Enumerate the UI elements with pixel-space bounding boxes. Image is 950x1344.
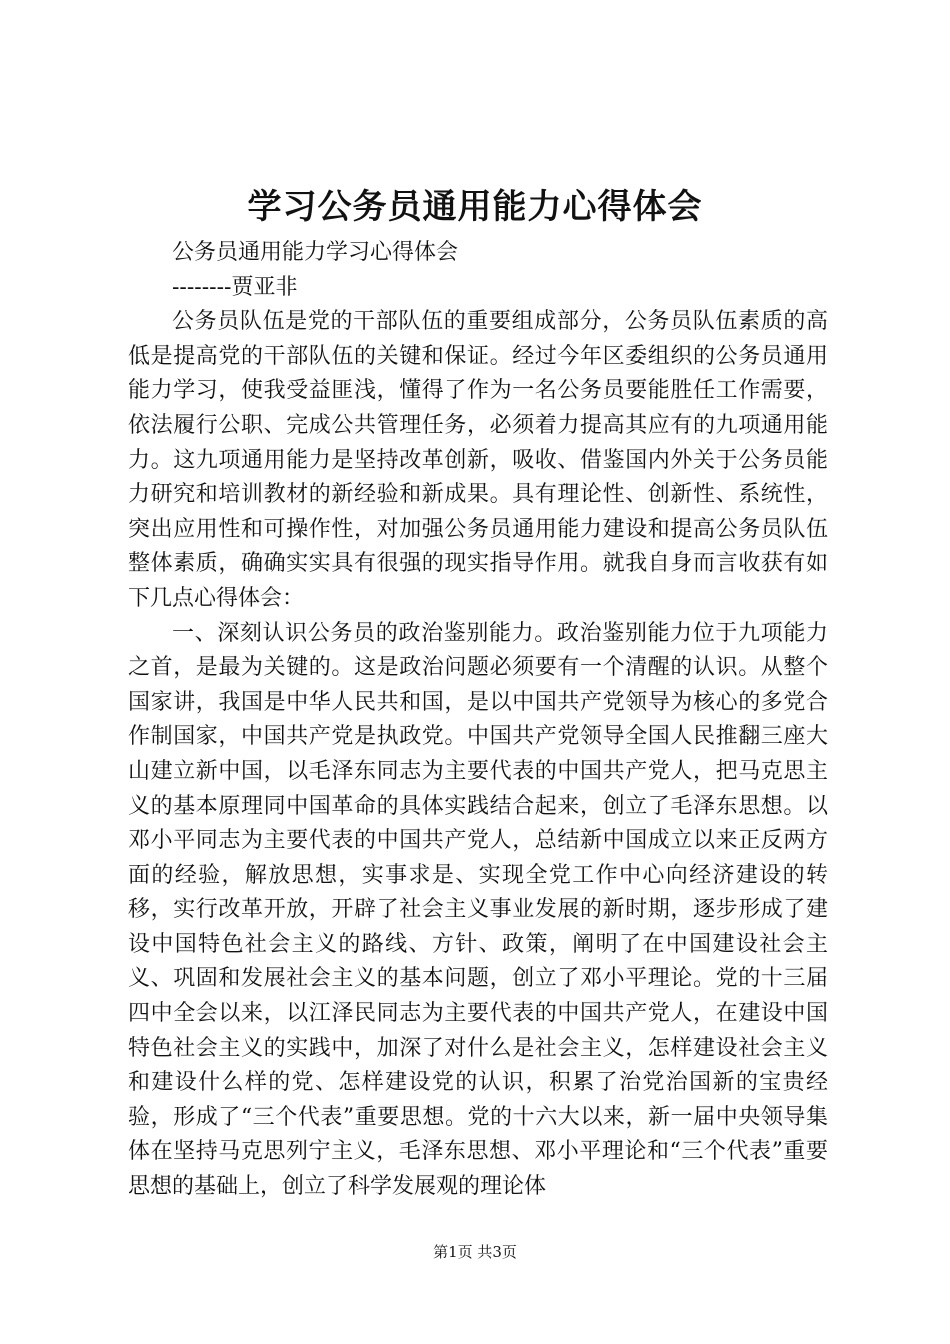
author-line: --------贾亚非 [172, 274, 298, 300]
paragraph-section-one: 一、深刻认识公务员的政治鉴别能力。政治鉴别能力位于九项能力之首，是最为关键的。这是政治问题必须要有一个清醒的认识。从整个国家讲，我国是中华人民共和国，是以中国共产党领导为核心的多党合作制国家，中国共产党是执政党。中国共产党领导全国人民推翻三座大山建立新中国，以毛泽东同志为主要代表的中国共产党人，把马克思主义的基本原理同中国革命的具体实践结合起来，创立了毛泽东思想。以邓小平同志为主要代表的中国共产党人，总结新中国成立以来正反两方面的经验，解放思想，实事求是、实现全党工作中心向经济建设的转移，实行改革开放，开辟了社会主义事业发展的新时期，逐步形成了建设中国特色社会主义的路线、方针、政策，阐明了在中国建设社会主义、巩固和发展社会主义的基本问题，创立了邓小平理论。党的十三届四中全会以来，以江泽民同志为主要代表的中国共产党人，在建设中国特色社会主义的实践中，加深了对什么是社会主义，怎样建设社会主义和建设什么样的党、怎样建设党的认识，积累了治党治国新的宝贵经验，形成了“三个代表”重要思想。党的十六大以来，新一届中央领导集体在坚持马克思列宁主义，毛泽东思想、邓小平理论和“三个代表”重要思想的基础上，创立了科学发展观的理论体 [128, 620, 828, 1200]
page-number-footer: 第1页 共3页 [433, 1243, 517, 1261]
paragraph-intro: 公务员队伍是党的干部队伍的重要组成部分，公务员队伍素质的高低是提高党的干部队伍的关键和保证。经过今年区委组织的公务员通用能力学习，使我受益匪浅，懂得了作为一名公务员要能胜任工作需要，依法履行公职、完成公共管理任务，必须着力提高其应有的九项通用能力。这九项通用能力是坚持改革创新，吸收、借鉴国内外关于公务员能力研究和培训教材的新经验和新成果。具有理论性、创新性、系统性，突出应用性和可操作性，对加强公务员通用能力建设和提高公务员队伍整体素质，确确实实具有很强的现实指导作用。就我自身而言收获有如下几点心得体会： [128, 309, 828, 611]
subtitle-line: 公务员通用能力学习心得体会 [172, 240, 459, 265]
document-title: 学习公务员通用能力心得体会 [247, 187, 703, 227]
document-body [128, 236, 828, 1205]
